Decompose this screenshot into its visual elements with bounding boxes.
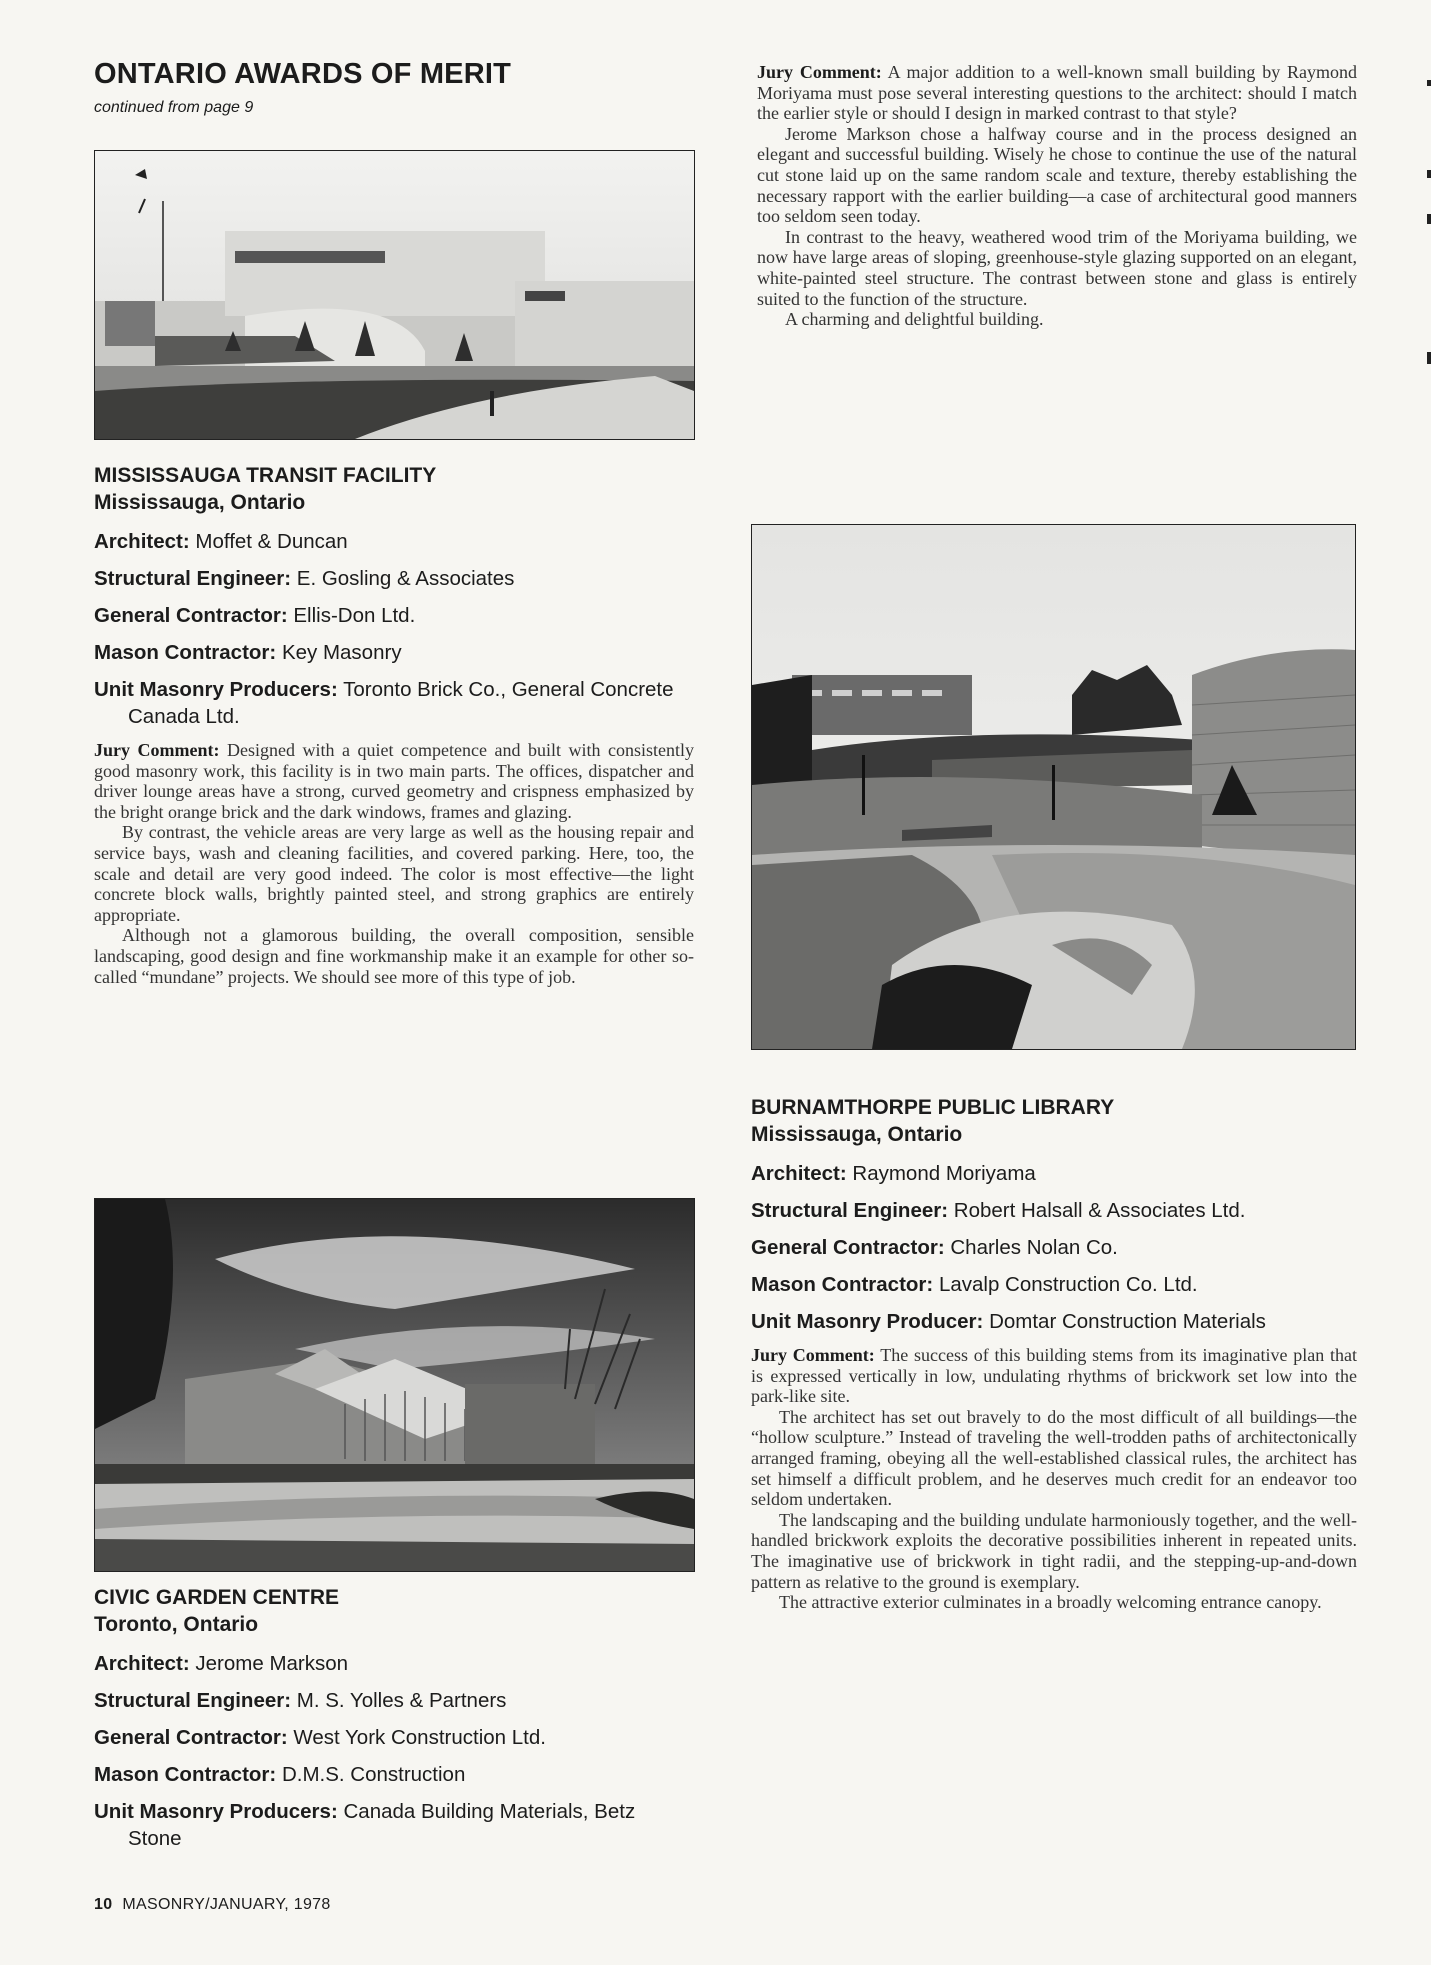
credit-label: Structural Engineer: <box>751 1199 949 1222</box>
credit-value: West York Construction Ltd. <box>293 1726 546 1749</box>
paragraph: A charming and delightful building. <box>785 309 1044 330</box>
left-column <box>94 58 694 117</box>
credit-label: General Contractor: <box>94 1726 288 1749</box>
credit-line <box>94 1650 694 1677</box>
paragraph: Although not a glamorous building, the overall composition, sensible landscaping, good design and fine workmanship make it an example for other so-called “mundane” projects. We should see more of this type of job. <box>94 925 694 987</box>
credit-value: Robert Halsall & Associates Ltd. <box>953 1199 1246 1222</box>
credit-line <box>94 602 694 629</box>
credit-value: M. S. Yolles & Partners <box>296 1689 507 1712</box>
credit-label: Mason Contractor: <box>751 1273 934 1296</box>
credit-line <box>751 1234 1357 1261</box>
credit-value: Key Masonry <box>281 641 402 664</box>
burnamthorpe-article <box>751 1094 1357 1613</box>
credit-value: Jerome Markson <box>195 1652 349 1675</box>
transit-name: MISSISSAUGA TRANSIT FACILITY <box>94 464 437 487</box>
civic-garden-jury-comment <box>757 62 1357 330</box>
credit-value: Raymond Moriyama <box>852 1162 1036 1185</box>
paragraph: The landscaping and the building undulate harmoniously together, and the well-handled brickwork exploits the decorative possibilities inherent in repeated units. The imaginative use of brickwork in tight radii, and the stepping-up-and-down pattern as relative to the ground is exemplary. <box>751 1509 1357 1592</box>
credit-value: Domtar Construction Materials <box>989 1310 1266 1333</box>
continued-note: continued from page 9 <box>94 99 254 116</box>
credit-label: Unit Masonry Producers: <box>94 1800 338 1823</box>
page-footer <box>94 1896 331 1914</box>
jury-label: Jury Comment: <box>757 62 882 82</box>
credit-label: Mason Contractor: <box>94 641 277 664</box>
credit-label: Architect: <box>751 1162 847 1185</box>
transit-article <box>94 462 694 987</box>
transit-credits <box>94 528 694 730</box>
transit-jury-comment <box>94 740 694 987</box>
photo-transit-facility <box>94 150 695 440</box>
jury-label: Jury Comment: <box>751 1345 875 1365</box>
credit-value: D.M.S. Construction <box>281 1763 466 1786</box>
credit-line <box>94 639 694 666</box>
credit-label: General Contractor: <box>751 1236 945 1259</box>
transit-location: Mississauga, Ontario <box>94 491 306 514</box>
paragraph: By contrast, the vehicle areas are very large as well as the housing repair and service bays, wash and cleaning facilities, and covered parking. Here, too, the scale and detail are very good indeed. The color is most effective—the light concrete block walls, brightly painted steel, and strong graphics are entirely appropriate. <box>94 822 694 925</box>
credit-label: General Contractor: <box>94 604 288 627</box>
credit-line <box>94 1687 694 1714</box>
credit-line <box>94 1724 694 1751</box>
paragraph <box>94 740 694 822</box>
paragraph: The attractive exterior culminates in a broadly welcoming entrance canopy. <box>779 1592 1322 1613</box>
credit-value: E. Gosling & Associates <box>296 567 515 590</box>
civic-garden-credits <box>94 1650 694 1852</box>
burnamthorpe-location: Mississauga, Ontario <box>751 1123 963 1146</box>
credit-value: Charles Nolan Co. <box>950 1236 1118 1259</box>
credit-value: Ellis-Don Ltd. <box>293 604 416 627</box>
photo-civic-garden-centre <box>94 1198 695 1572</box>
scan-edge-mark <box>1427 80 1431 86</box>
credit-value: Moffet & Duncan <box>195 530 348 553</box>
photo-burnamthorpe-library <box>751 524 1356 1050</box>
page-heading: ONTARIO AWARDS OF MERIT <box>94 58 512 90</box>
credit-line <box>751 1308 1357 1335</box>
credit-line <box>94 528 694 555</box>
paragraph-text: The success of this building stems from its imaginative plan that is expressed vertically in low, undulating rhythms of brickwork set low into the park-like site. <box>751 1345 1357 1407</box>
credit-label: Unit Masonry Producer: <box>751 1310 984 1333</box>
credit-label: Structural Engineer: <box>94 1689 292 1712</box>
credit-line <box>94 565 694 592</box>
credit-label: Architect: <box>94 530 190 553</box>
scan-edge-mark <box>1427 352 1431 364</box>
paragraph: In contrast to the heavy, weathered wood trim of the Moriyama building, we now have large areas of sloping, greenhouse-style glazing supported on an elegant, white-painted steel structure. The contrast between stone and glass is entirely suited to the function of the structure. <box>757 226 1357 309</box>
page-number: 10 <box>94 1896 113 1913</box>
credit-line <box>751 1197 1357 1224</box>
credit-label: Structural Engineer: <box>94 567 292 590</box>
paragraph-text: A major addition to a well-known small building by Raymond Moriyama must pose several interesting questions to the architect: should I match the earlier style or should I design in marked contrast to that style? <box>757 62 1358 124</box>
paragraph-text: Designed with a quiet competence and built with consistently good masonry work, this facility is in two main parts. The offices, dispatcher and driver lounge areas have a strong, curved geometry and crispness emphasized by the bright orange brick and the dark windows, frames and glazing. <box>94 740 695 822</box>
credit-line <box>94 1798 694 1852</box>
civic-garden-credits-block <box>94 1584 694 1862</box>
burnamthorpe-name: BURNAMTHORPE PUBLIC LIBRARY <box>751 1096 1115 1119</box>
burnamthorpe-jury-comment <box>751 1345 1357 1613</box>
credit-label: Mason Contractor: <box>94 1763 277 1786</box>
civic-garden-location: Toronto, Ontario <box>94 1613 259 1636</box>
paragraph <box>751 1345 1357 1407</box>
scan-edge-mark <box>1427 214 1431 224</box>
paragraph: The architect has set out bravely to do the most difficult of all buildings—the “hollow sculpture.” Instead of traveling the well-trodden paths of architectonically arranged framing, obeying all the well-established classical rules, the architect has set himself a difficult problem, and he deserves much credit for an endeavor too seldom undertaken. <box>751 1406 1357 1510</box>
credit-value: Toronto Brick Co., General Concrete Canada Ltd. <box>128 678 674 728</box>
publication-line: MASONRY/JANUARY, 1978 <box>122 1896 331 1913</box>
civic-garden-name: CIVIC GARDEN CENTRE <box>94 1586 340 1609</box>
credit-label: Unit Masonry Producers: <box>94 678 338 701</box>
credit-line <box>94 1761 694 1788</box>
credit-line <box>94 676 694 730</box>
credit-value: Lavalp Construction Co. Ltd. <box>938 1273 1198 1296</box>
scan-edge-mark <box>1427 170 1431 178</box>
credit-value: Canada Building Materials, Betz Stone <box>128 1800 636 1850</box>
paragraph: Jerome Markson chose a halfway course and in the process designed an elegant and successful building. Wisely he chose to continue the use of the natural cut stone laid up on the same random scale and texture, thereby establishing the necessary rapport with the earlier building—a case of architectural good manners too seldom seen today. <box>757 123 1357 227</box>
credit-line <box>751 1160 1357 1187</box>
burnamthorpe-credits <box>751 1160 1357 1335</box>
credit-label: Architect: <box>94 1652 190 1675</box>
paragraph <box>757 62 1357 124</box>
credit-line <box>751 1271 1357 1298</box>
jury-label: Jury Comment: <box>94 740 220 760</box>
